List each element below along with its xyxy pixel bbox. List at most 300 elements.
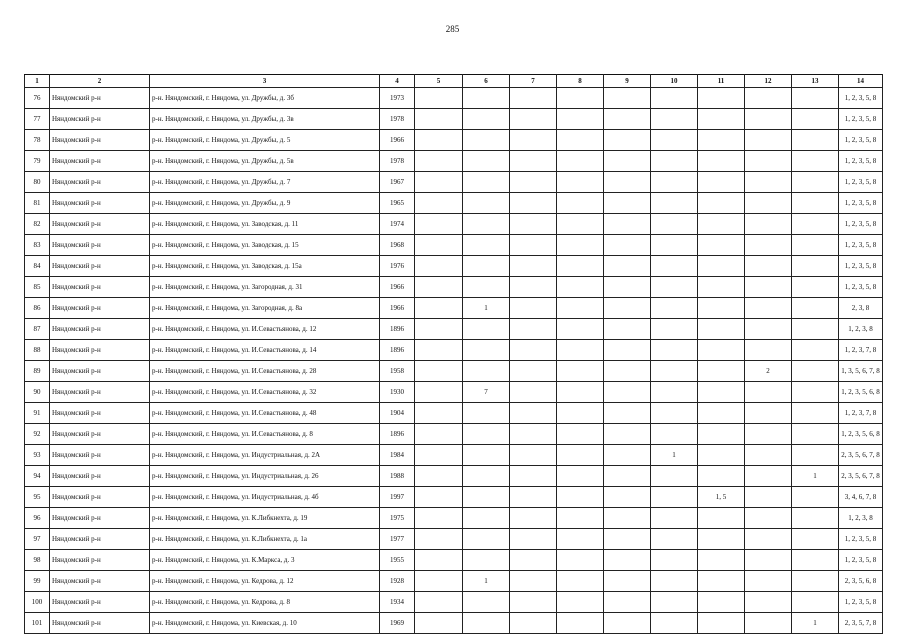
cell-col-11 bbox=[698, 466, 745, 487]
column-header-11: 11 bbox=[698, 75, 745, 88]
cell-col-12 bbox=[745, 382, 792, 403]
cell-col-3: р-н. Няндомский, г. Няндома, ул. Кедрова, д. 8 bbox=[150, 592, 380, 613]
cell-col-2: Няндомский р-н bbox=[50, 424, 150, 445]
cell-col-8 bbox=[557, 214, 604, 235]
cell-col-11 bbox=[698, 319, 745, 340]
cell-col-12 bbox=[745, 88, 792, 109]
cell-col-4: 1967 bbox=[380, 172, 415, 193]
cell-col-5 bbox=[415, 445, 463, 466]
cell-col-5 bbox=[415, 508, 463, 529]
cell-col-4: 1904 bbox=[380, 403, 415, 424]
table-row bbox=[25, 193, 883, 214]
cell-col-8 bbox=[557, 340, 604, 361]
cell-col-14: 1, 2, 3, 8 bbox=[839, 508, 883, 529]
cell-col-12 bbox=[745, 571, 792, 592]
table-row bbox=[25, 361, 883, 382]
cell-col-1: 91 bbox=[25, 403, 50, 424]
cell-col-9 bbox=[604, 151, 651, 172]
cell-col-5 bbox=[415, 172, 463, 193]
cell-col-13 bbox=[792, 109, 839, 130]
cell-col-3: р-н. Няндомский, г. Няндома, ул. Дружбы, д. 5 bbox=[150, 130, 380, 151]
cell-col-13 bbox=[792, 130, 839, 151]
cell-col-8 bbox=[557, 109, 604, 130]
column-header-8: 8 bbox=[557, 75, 604, 88]
cell-col-4: 1988 bbox=[380, 466, 415, 487]
cell-col-11 bbox=[698, 88, 745, 109]
cell-col-12 bbox=[745, 424, 792, 445]
cell-col-1: 80 bbox=[25, 172, 50, 193]
cell-col-5 bbox=[415, 214, 463, 235]
cell-col-11 bbox=[698, 592, 745, 613]
cell-col-12 bbox=[745, 613, 792, 634]
cell-col-2: Няндомский р-н bbox=[50, 319, 150, 340]
cell-col-9 bbox=[604, 487, 651, 508]
cell-col-1: 94 bbox=[25, 466, 50, 487]
cell-col-7 bbox=[510, 277, 557, 298]
cell-col-7 bbox=[510, 508, 557, 529]
cell-col-3: р-н. Няндомский, г. Няндома, ул. И.Севастьянова, д. 12 bbox=[150, 319, 380, 340]
cell-col-11: 1, 5 bbox=[698, 487, 745, 508]
cell-col-10 bbox=[651, 550, 698, 571]
cell-col-14: 2, 3, 8 bbox=[839, 298, 883, 319]
cell-col-5 bbox=[415, 256, 463, 277]
cell-col-3: р-н. Няндомский, г. Няндома, ул. Индустриальная, д. 26 bbox=[150, 466, 380, 487]
cell-col-8 bbox=[557, 424, 604, 445]
table-row bbox=[25, 529, 883, 550]
cell-col-9 bbox=[604, 256, 651, 277]
cell-col-13 bbox=[792, 550, 839, 571]
cell-col-2: Няндомский р-н bbox=[50, 193, 150, 214]
cell-col-2: Няндомский р-н bbox=[50, 592, 150, 613]
cell-col-7 bbox=[510, 88, 557, 109]
cell-col-2: Няндомский р-н bbox=[50, 445, 150, 466]
cell-col-9 bbox=[604, 88, 651, 109]
cell-col-2: Няндомский р-н bbox=[50, 340, 150, 361]
cell-col-7 bbox=[510, 130, 557, 151]
cell-col-8 bbox=[557, 151, 604, 172]
cell-col-1: 89 bbox=[25, 361, 50, 382]
column-header-1: 1 bbox=[25, 75, 50, 88]
cell-col-7 bbox=[510, 214, 557, 235]
cell-col-3: р-н. Няндомский, г. Няндома, ул. Кедрова, д. 12 bbox=[150, 571, 380, 592]
cell-col-5 bbox=[415, 151, 463, 172]
cell-col-14: 1, 2, 3, 5, 8 bbox=[839, 277, 883, 298]
cell-col-4: 1977 bbox=[380, 529, 415, 550]
cell-col-14: 1, 2, 3, 5, 8 bbox=[839, 88, 883, 109]
cell-col-11 bbox=[698, 529, 745, 550]
cell-col-2: Няндомский р-н bbox=[50, 256, 150, 277]
cell-col-1: 79 bbox=[25, 151, 50, 172]
cell-col-5 bbox=[415, 130, 463, 151]
data-table bbox=[24, 74, 883, 634]
cell-col-2: Няндомский р-н bbox=[50, 508, 150, 529]
cell-col-9 bbox=[604, 172, 651, 193]
cell-col-12 bbox=[745, 403, 792, 424]
cell-col-9 bbox=[604, 214, 651, 235]
cell-col-3: р-н. Няндомский, г. Няндома, ул. Заводская, д. 11 bbox=[150, 214, 380, 235]
cell-col-11 bbox=[698, 256, 745, 277]
cell-col-6 bbox=[463, 256, 510, 277]
cell-col-5 bbox=[415, 571, 463, 592]
cell-col-13 bbox=[792, 256, 839, 277]
cell-col-12 bbox=[745, 340, 792, 361]
cell-col-14: 1, 2, 3, 5, 8 bbox=[839, 592, 883, 613]
table-row bbox=[25, 550, 883, 571]
cell-col-7 bbox=[510, 298, 557, 319]
cell-col-1: 78 bbox=[25, 130, 50, 151]
table-row bbox=[25, 88, 883, 109]
cell-col-13 bbox=[792, 298, 839, 319]
column-header-10: 10 bbox=[651, 75, 698, 88]
cell-col-7 bbox=[510, 466, 557, 487]
cell-col-13 bbox=[792, 193, 839, 214]
table-row bbox=[25, 172, 883, 193]
cell-col-5 bbox=[415, 298, 463, 319]
cell-col-1: 96 bbox=[25, 508, 50, 529]
page-number: 285 bbox=[445, 24, 460, 34]
cell-col-10 bbox=[651, 340, 698, 361]
cell-col-9 bbox=[604, 361, 651, 382]
cell-col-8 bbox=[557, 235, 604, 256]
cell-col-5 bbox=[415, 361, 463, 382]
cell-col-13 bbox=[792, 403, 839, 424]
table-row bbox=[25, 277, 883, 298]
cell-col-7 bbox=[510, 109, 557, 130]
cell-col-2: Няндомский р-н bbox=[50, 172, 150, 193]
cell-col-7 bbox=[510, 256, 557, 277]
cell-col-11 bbox=[698, 613, 745, 634]
cell-col-6 bbox=[463, 277, 510, 298]
cell-col-12 bbox=[745, 109, 792, 130]
cell-col-7 bbox=[510, 529, 557, 550]
cell-col-7 bbox=[510, 361, 557, 382]
cell-col-2: Няндомский р-н bbox=[50, 298, 150, 319]
table-row bbox=[25, 340, 883, 361]
cell-col-7 bbox=[510, 613, 557, 634]
cell-col-12 bbox=[745, 193, 792, 214]
cell-col-8 bbox=[557, 382, 604, 403]
cell-col-3: р-н. Няндомский, г. Няндома, ул. Индустриальная, д. 4б bbox=[150, 487, 380, 508]
cell-col-14: 3, 4, 6, 7, 8 bbox=[839, 487, 883, 508]
cell-col-14: 2, 3, 5, 7, 8 bbox=[839, 613, 883, 634]
cell-col-4: 1896 bbox=[380, 319, 415, 340]
cell-col-6 bbox=[463, 445, 510, 466]
cell-col-5 bbox=[415, 487, 463, 508]
cell-col-12 bbox=[745, 172, 792, 193]
cell-col-1: 101 bbox=[25, 613, 50, 634]
cell-col-11 bbox=[698, 214, 745, 235]
table-row bbox=[25, 592, 883, 613]
cell-col-4: 1896 bbox=[380, 340, 415, 361]
cell-col-9 bbox=[604, 319, 651, 340]
cell-col-4: 1955 bbox=[380, 550, 415, 571]
cell-col-14: 1, 2, 3, 5, 8 bbox=[839, 109, 883, 130]
cell-col-9 bbox=[604, 130, 651, 151]
cell-col-6 bbox=[463, 466, 510, 487]
cell-col-8 bbox=[557, 487, 604, 508]
cell-col-1: 99 bbox=[25, 571, 50, 592]
cell-col-10 bbox=[651, 235, 698, 256]
cell-col-10 bbox=[651, 172, 698, 193]
cell-col-3: р-н. Няндомский, г. Няндома, ул. К.Либкнехта, д. 1а bbox=[150, 529, 380, 550]
cell-col-3: р-н. Няндомский, г. Няндома, ул. Индустриальная, д. 2А bbox=[150, 445, 380, 466]
cell-col-6 bbox=[463, 592, 510, 613]
cell-col-14: 1, 2, 3, 5, 8 bbox=[839, 235, 883, 256]
cell-col-13 bbox=[792, 445, 839, 466]
cell-col-8 bbox=[557, 445, 604, 466]
cell-col-9 bbox=[604, 340, 651, 361]
cell-col-2: Няндомский р-н bbox=[50, 361, 150, 382]
cell-col-6 bbox=[463, 340, 510, 361]
cell-col-1: 100 bbox=[25, 592, 50, 613]
cell-col-13 bbox=[792, 571, 839, 592]
cell-col-12 bbox=[745, 529, 792, 550]
cell-col-8 bbox=[557, 403, 604, 424]
cell-col-8 bbox=[557, 130, 604, 151]
column-header-5: 5 bbox=[415, 75, 463, 88]
cell-col-10 bbox=[651, 277, 698, 298]
cell-col-10 bbox=[651, 571, 698, 592]
cell-col-12 bbox=[745, 487, 792, 508]
cell-col-4: 1997 bbox=[380, 487, 415, 508]
table-row bbox=[25, 487, 883, 508]
cell-col-6 bbox=[463, 529, 510, 550]
cell-col-12 bbox=[745, 277, 792, 298]
cell-col-1: 81 bbox=[25, 193, 50, 214]
cell-col-14: 1, 2, 3, 5, 6, 8 bbox=[839, 382, 883, 403]
cell-col-8 bbox=[557, 172, 604, 193]
cell-col-6 bbox=[463, 319, 510, 340]
cell-col-5 bbox=[415, 550, 463, 571]
cell-col-14: 1, 2, 3, 5, 6, 8 bbox=[839, 424, 883, 445]
table-row bbox=[25, 256, 883, 277]
cell-col-6 bbox=[463, 151, 510, 172]
cell-col-11 bbox=[698, 340, 745, 361]
cell-col-10 bbox=[651, 403, 698, 424]
cell-col-3: р-н. Няндомский, г. Няндома, ул. Загородная, д. 8а bbox=[150, 298, 380, 319]
cell-col-12 bbox=[745, 235, 792, 256]
table-row bbox=[25, 445, 883, 466]
cell-col-11 bbox=[698, 424, 745, 445]
cell-col-12: 2 bbox=[745, 361, 792, 382]
cell-col-3: р-н. Няндомский, г. Няндома, ул. Дружбы, д. 7 bbox=[150, 172, 380, 193]
cell-col-14: 1, 2, 3, 7, 8 bbox=[839, 403, 883, 424]
cell-col-4: 1958 bbox=[380, 361, 415, 382]
cell-col-13 bbox=[792, 382, 839, 403]
cell-col-4: 1966 bbox=[380, 277, 415, 298]
cell-col-7 bbox=[510, 550, 557, 571]
cell-col-14: 1, 2, 3, 5, 8 bbox=[839, 193, 883, 214]
cell-col-8 bbox=[557, 361, 604, 382]
cell-col-5 bbox=[415, 319, 463, 340]
cell-col-2: Няндомский р-н bbox=[50, 403, 150, 424]
cell-col-14: 1, 3, 5, 6, 7, 8 bbox=[839, 361, 883, 382]
cell-col-11 bbox=[698, 298, 745, 319]
table-row bbox=[25, 613, 883, 634]
cell-col-14: 1, 2, 3, 5, 8 bbox=[839, 529, 883, 550]
cell-col-13 bbox=[792, 340, 839, 361]
table-row bbox=[25, 382, 883, 403]
cell-col-10 bbox=[651, 88, 698, 109]
cell-col-5 bbox=[415, 613, 463, 634]
cell-col-4: 1976 bbox=[380, 256, 415, 277]
cell-col-14: 1, 2, 3, 7, 8 bbox=[839, 340, 883, 361]
cell-col-10: 1 bbox=[651, 445, 698, 466]
cell-col-8 bbox=[557, 298, 604, 319]
cell-col-3: р-н. Няндомский, г. Няндома, ул. Загородная, д. 31 bbox=[150, 277, 380, 298]
cell-col-12 bbox=[745, 319, 792, 340]
cell-col-1: 86 bbox=[25, 298, 50, 319]
cell-col-8 bbox=[557, 550, 604, 571]
cell-col-10 bbox=[651, 298, 698, 319]
cell-col-14: 1, 2, 3, 5, 8 bbox=[839, 130, 883, 151]
cell-col-3: р-н. Няндомский, г. Няндома, ул. И.Севастьянова, д. 48 bbox=[150, 403, 380, 424]
cell-col-12 bbox=[745, 151, 792, 172]
cell-col-1: 83 bbox=[25, 235, 50, 256]
cell-col-7 bbox=[510, 340, 557, 361]
table-row bbox=[25, 214, 883, 235]
cell-col-3: р-н. Няндомский, г. Няндома, ул. Дружбы, д. 5в bbox=[150, 151, 380, 172]
cell-col-9 bbox=[604, 235, 651, 256]
cell-col-12 bbox=[745, 466, 792, 487]
cell-col-8 bbox=[557, 613, 604, 634]
cell-col-6 bbox=[463, 130, 510, 151]
cell-col-13 bbox=[792, 508, 839, 529]
cell-col-10 bbox=[651, 214, 698, 235]
cell-col-6 bbox=[463, 487, 510, 508]
column-header-6: 6 bbox=[463, 75, 510, 88]
cell-col-10 bbox=[651, 466, 698, 487]
cell-col-9 bbox=[604, 109, 651, 130]
cell-col-1: 95 bbox=[25, 487, 50, 508]
cell-col-3: р-н. Няндомский, г. Няндома, ул. Заводская, д. 15 bbox=[150, 235, 380, 256]
cell-col-9 bbox=[604, 550, 651, 571]
cell-col-6 bbox=[463, 508, 510, 529]
cell-col-10 bbox=[651, 193, 698, 214]
column-header-4: 4 bbox=[380, 75, 415, 88]
cell-col-10 bbox=[651, 361, 698, 382]
cell-col-2: Няндомский р-н bbox=[50, 613, 150, 634]
cell-col-8 bbox=[557, 193, 604, 214]
cell-col-3: р-н. Няндомский, г. Няндома, ул. Дружбы, д. 9 bbox=[150, 193, 380, 214]
cell-col-8 bbox=[557, 277, 604, 298]
cell-col-13 bbox=[792, 487, 839, 508]
cell-col-4: 1934 bbox=[380, 592, 415, 613]
cell-col-1: 76 bbox=[25, 88, 50, 109]
cell-col-10 bbox=[651, 424, 698, 445]
cell-col-5 bbox=[415, 235, 463, 256]
cell-col-11 bbox=[698, 361, 745, 382]
cell-col-4: 1978 bbox=[380, 151, 415, 172]
cell-col-11 bbox=[698, 109, 745, 130]
column-header-3: 3 bbox=[150, 75, 380, 88]
cell-col-7 bbox=[510, 319, 557, 340]
cell-col-12 bbox=[745, 130, 792, 151]
cell-col-4: 1973 bbox=[380, 88, 415, 109]
cell-col-11 bbox=[698, 277, 745, 298]
cell-col-1: 98 bbox=[25, 550, 50, 571]
cell-col-3: р-н. Няндомский, г. Няндома, ул. Дружбы, д. 3в bbox=[150, 109, 380, 130]
cell-col-11 bbox=[698, 508, 745, 529]
column-header-13: 13 bbox=[792, 75, 839, 88]
cell-col-10 bbox=[651, 382, 698, 403]
cell-col-5 bbox=[415, 277, 463, 298]
cell-col-6 bbox=[463, 361, 510, 382]
table-row bbox=[25, 466, 883, 487]
column-header-12: 12 bbox=[745, 75, 792, 88]
table-row bbox=[25, 508, 883, 529]
cell-col-3: р-н. Няндомский, г. Няндома, ул. Дружбы, д. 3б bbox=[150, 88, 380, 109]
cell-col-9 bbox=[604, 613, 651, 634]
cell-col-8 bbox=[557, 571, 604, 592]
table-row bbox=[25, 424, 883, 445]
cell-col-1: 97 bbox=[25, 529, 50, 550]
cell-col-4: 1978 bbox=[380, 109, 415, 130]
cell-col-5 bbox=[415, 466, 463, 487]
cell-col-7 bbox=[510, 193, 557, 214]
cell-col-6 bbox=[463, 550, 510, 571]
cell-col-14: 2, 3, 5, 6, 7, 8 bbox=[839, 466, 883, 487]
cell-col-5 bbox=[415, 529, 463, 550]
column-header-9: 9 bbox=[604, 75, 651, 88]
cell-col-9 bbox=[604, 529, 651, 550]
cell-col-5 bbox=[415, 424, 463, 445]
cell-col-5 bbox=[415, 340, 463, 361]
cell-col-3: р-н. Няндомский, г. Няндома, ул. Заводская, д. 15а bbox=[150, 256, 380, 277]
cell-col-11 bbox=[698, 382, 745, 403]
cell-col-4: 1969 bbox=[380, 613, 415, 634]
cell-col-10 bbox=[651, 529, 698, 550]
cell-col-2: Няндомский р-н bbox=[50, 277, 150, 298]
cell-col-2: Няндомский р-н bbox=[50, 235, 150, 256]
cell-col-7 bbox=[510, 424, 557, 445]
cell-col-7 bbox=[510, 382, 557, 403]
cell-col-10 bbox=[651, 592, 698, 613]
cell-col-14: 1, 2, 3, 5, 8 bbox=[839, 172, 883, 193]
cell-col-11 bbox=[698, 403, 745, 424]
cell-col-7 bbox=[510, 487, 557, 508]
cell-col-2: Няндомский р-н bbox=[50, 382, 150, 403]
cell-col-9 bbox=[604, 382, 651, 403]
cell-col-9 bbox=[604, 592, 651, 613]
cell-col-12 bbox=[745, 256, 792, 277]
cell-col-2: Няндомский р-н bbox=[50, 571, 150, 592]
cell-col-9 bbox=[604, 424, 651, 445]
cell-col-5 bbox=[415, 109, 463, 130]
cell-col-3: р-н. Няндомский, г. Няндома, ул. К.Либкнехта, д. 19 bbox=[150, 508, 380, 529]
table-row bbox=[25, 403, 883, 424]
cell-col-13 bbox=[792, 319, 839, 340]
cell-col-4: 1968 bbox=[380, 235, 415, 256]
cell-col-6 bbox=[463, 403, 510, 424]
cell-col-1: 88 bbox=[25, 340, 50, 361]
cell-col-6 bbox=[463, 88, 510, 109]
cell-col-10 bbox=[651, 256, 698, 277]
table-row bbox=[25, 151, 883, 172]
cell-col-6: 1 bbox=[463, 571, 510, 592]
cell-col-3: р-н. Няндомский, г. Няндома, ул. Киевская, д. 10 bbox=[150, 613, 380, 634]
column-header-7: 7 bbox=[510, 75, 557, 88]
cell-col-4: 1975 bbox=[380, 508, 415, 529]
cell-col-4: 1984 bbox=[380, 445, 415, 466]
cell-col-11 bbox=[698, 172, 745, 193]
cell-col-6 bbox=[463, 172, 510, 193]
cell-col-5 bbox=[415, 592, 463, 613]
cell-col-4: 1965 bbox=[380, 193, 415, 214]
cell-col-1: 82 bbox=[25, 214, 50, 235]
cell-col-1: 90 bbox=[25, 382, 50, 403]
cell-col-3: р-н. Няндомский, г. Няндома, ул. К.Маркса, д. 3 bbox=[150, 550, 380, 571]
